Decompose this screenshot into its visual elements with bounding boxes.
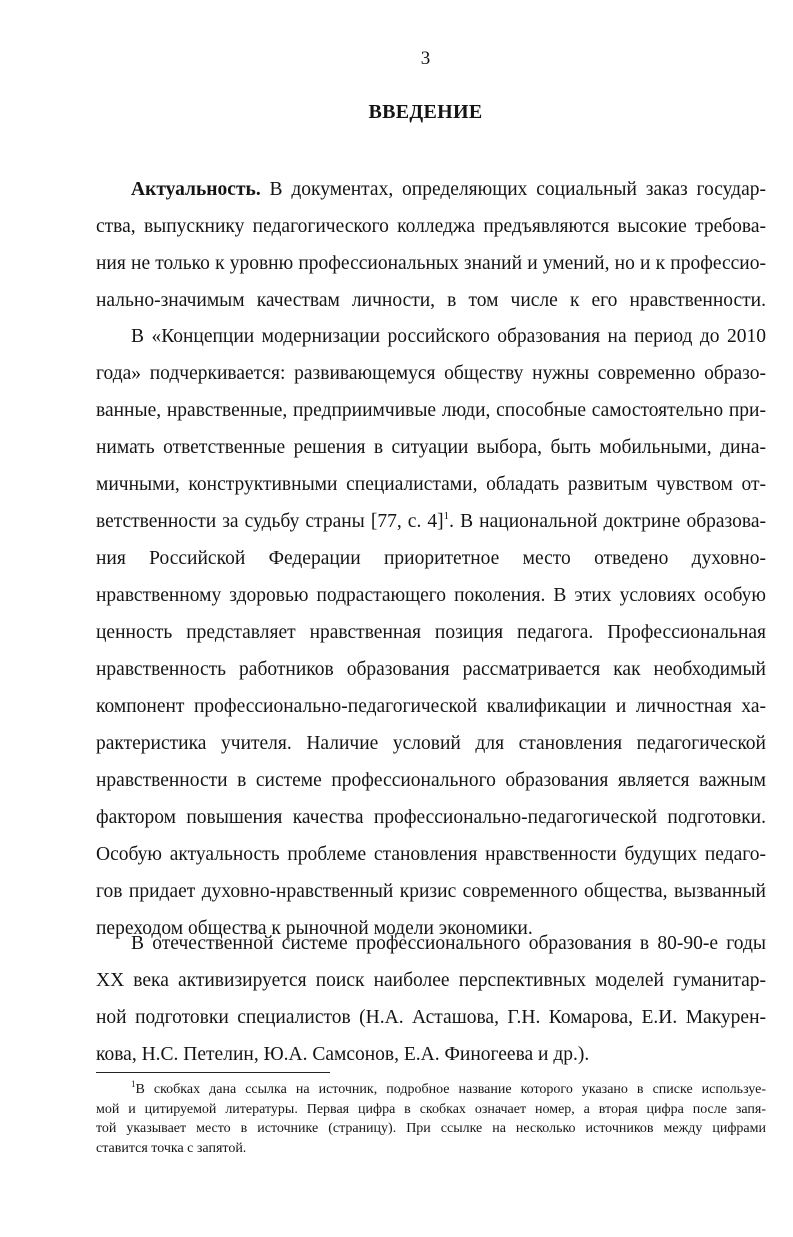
- text-line: рактеристика учителя. Наличие условий для становления педагогической: [96, 733, 766, 754]
- footnote-line: мой и цитируемой литературы. Первая цифра в скобках означает номер, а вторая цифра после запя-: [96, 1101, 766, 1117]
- text-line: ства, выпускнику педагогического колледжа предъявляются высокие требова-: [96, 216, 766, 237]
- footnote-mark: 1: [131, 1079, 136, 1089]
- paragraph-relevance: [96, 171, 766, 319]
- paragraph-domestic-system: [96, 925, 766, 1073]
- footnote-divider: [96, 1072, 330, 1073]
- text-line: нально-значимым качествам личности, в том числе к его нравственности.: [96, 290, 766, 311]
- text-line: В отечественной системе профессионального образования в 80-90-е годы: [131, 933, 766, 954]
- text-line: В «Концепции модернизации российского образования на период до 2010: [131, 326, 766, 347]
- text-line: ния не только к уровню профессиональных знаний и умений, но и к профессио-: [96, 253, 766, 274]
- paragraph-concept: [96, 318, 766, 947]
- footnote: [96, 1080, 766, 1158]
- footnote-reference: 1: [443, 510, 450, 522]
- paragraph-lead: Актуальность.: [131, 179, 261, 200]
- text-line: ния Российской Федерации приоритетное место отведено духовно-: [96, 548, 766, 569]
- text-line: мичными, конструктивными специалистами, обладать развитым чувством от-: [96, 474, 766, 495]
- footnote-line: ставится точка с запятой.: [96, 1140, 247, 1156]
- text-line: кова, Н.С. Петелин, Ю.А. Самсонов, Е.А. Финогеева и др.).: [96, 1044, 590, 1065]
- text-line: года» подчеркивается: развивающемуся обществу нужны современно образо-: [96, 363, 766, 384]
- text-line: ванные, нравственные, предприимчивые люди, способные самостоятельно при-: [96, 400, 766, 421]
- footnote-line: той указывает место в источнике (страницу). При ссылке на несколько источников между цифрами: [96, 1121, 766, 1136]
- section-heading: ВВЕДЕНИЕ: [368, 101, 483, 123]
- text-line: ной подготовки специалистов (Н.А. Асташова, Г.Н. Комарова, Е.И. Макурен-: [96, 1007, 766, 1028]
- text-line: ценность представляет нравственная позиция педагога. Профессиональная: [96, 622, 766, 643]
- text-line: нравственность работников образования рассматривается как необходимый: [96, 659, 766, 680]
- text-line: ветственности за судьбу страны [77, с. 4]$^1$. В национальной доктрине образова-: [96, 510, 766, 532]
- text-line: XX века активизируется поиск наиболее перспективных моделей гуманитар-: [96, 970, 766, 991]
- text-line: фактором повышения качества профессионально-педагогической подготовки.: [96, 807, 766, 828]
- page-number: 3: [420, 48, 431, 69]
- text-line: Актуальность. В документах, определяющих социальный заказ государ-: [131, 179, 766, 200]
- text-line: переходом общества к рыночной модели экономики.: [96, 918, 533, 939]
- footnote-line: $^1$В скобках дана ссылка на источник, подробное название которого указано в списке используе-: [131, 1079, 766, 1097]
- text-line: компонент профессионально-педагогической квалификации и личностная ха-: [96, 696, 766, 717]
- text-line: Особую актуальность проблеме становления нравственности будущих педаго-: [96, 844, 766, 865]
- text-line: нравственности в системе профессионального образования является важным: [96, 770, 766, 791]
- text-line: гов придает духовно-нравственный кризис современного общества, вызванный: [96, 881, 766, 902]
- text-line: нравственному здоровью подрастающего поколения. В этих условиях особую: [96, 585, 766, 606]
- text-line: нимать ответственные решения в ситуации выбора, быть мобильными, дина-: [96, 437, 766, 458]
